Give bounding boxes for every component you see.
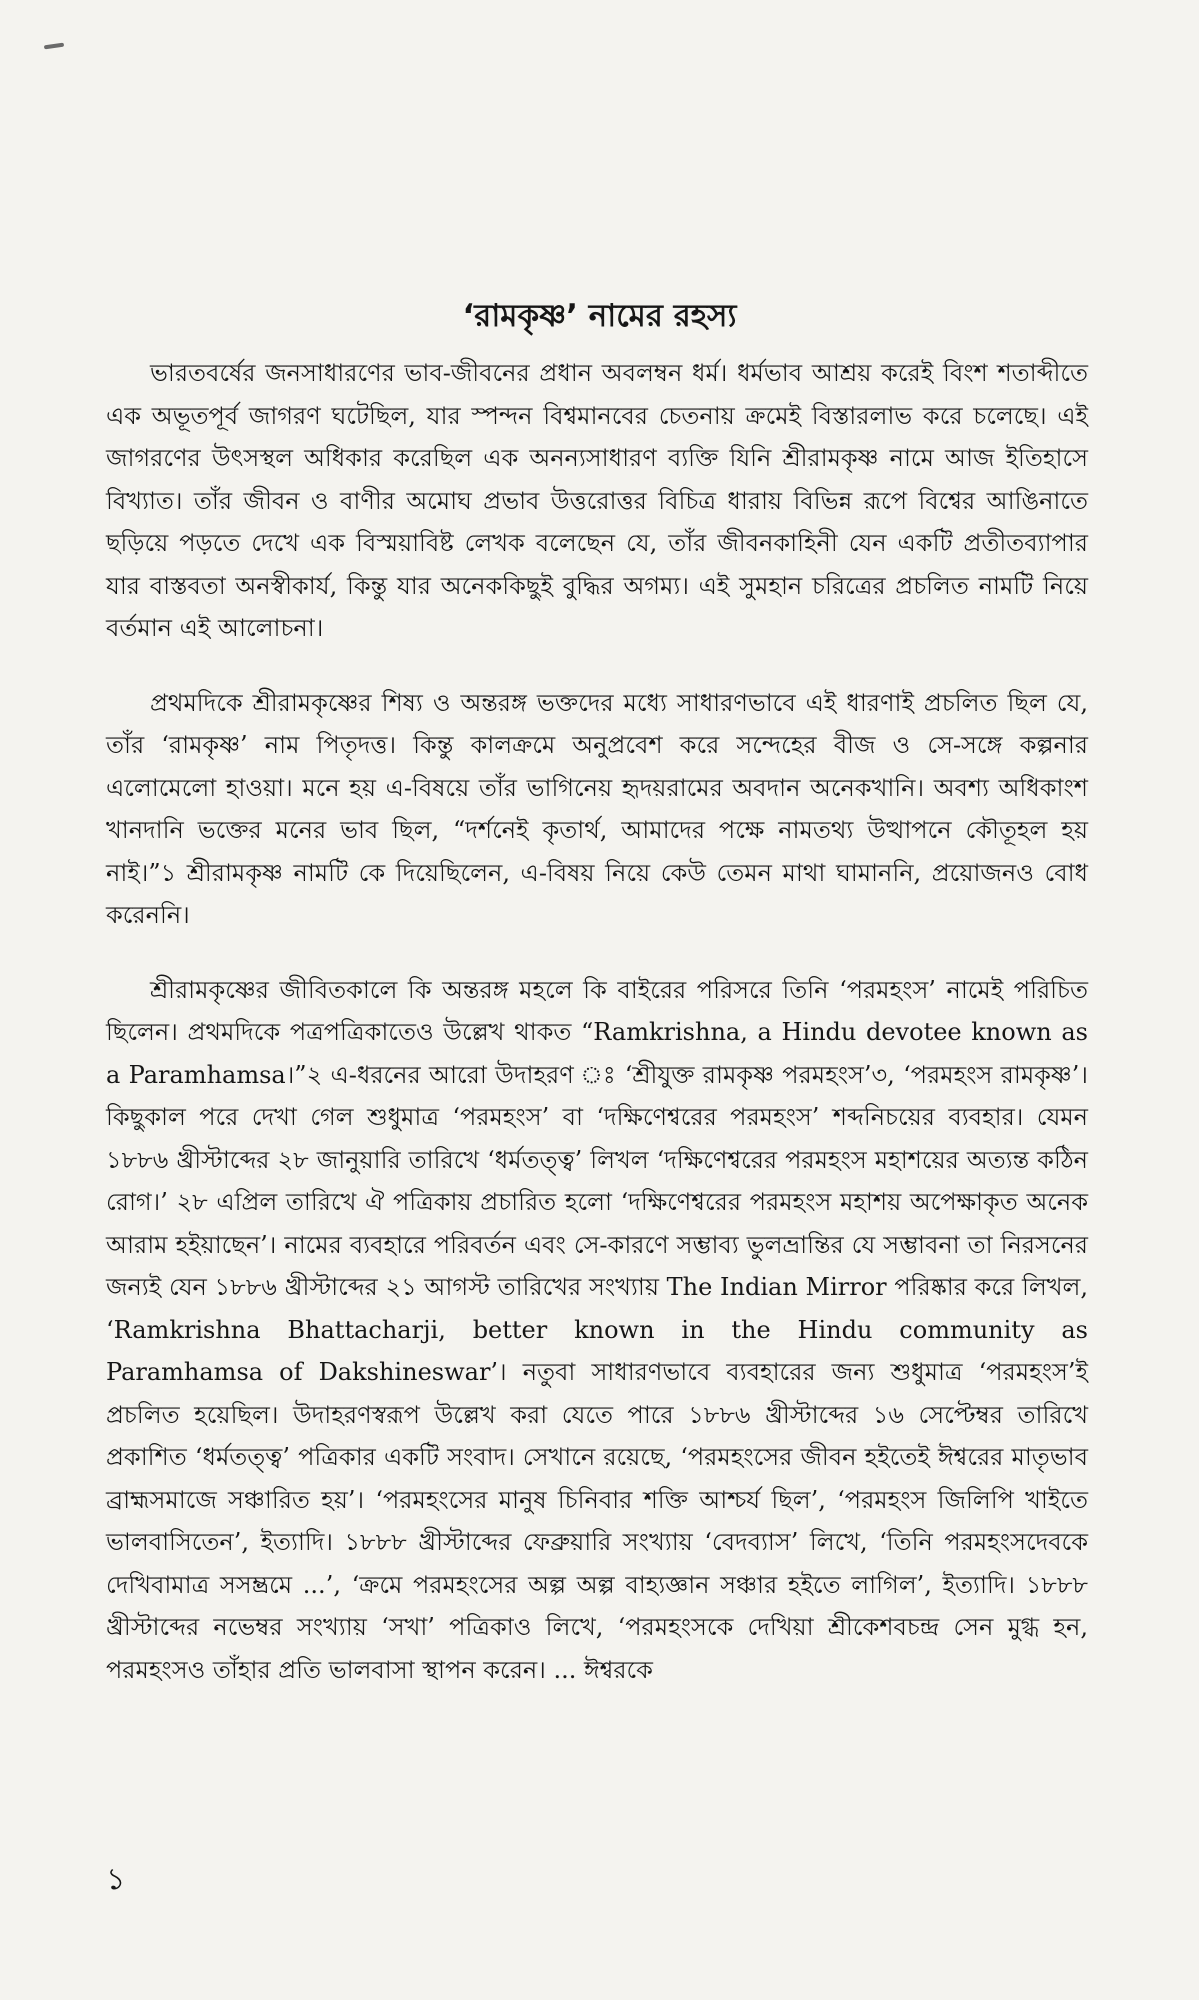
page-body [106, 352, 1088, 1723]
paragraph-3: শ্রীরামকৃষ্ণের জীবিতকালে কি অন্তরঙ্গ মহলে কি বাইরের পরিসরে তিনি ‘পরমহংস’ নামেই পরিচিত ছিলেন। প্রথমদিকে পত্রপত্রিকাতেও উল্লেখ থাকত “Ramkrishna, a Hindu devotee known as a Paramhamsa।”২ এ-ধরনের আরো উদাহরণ ঃ ‘শ্রীযুক্ত রামকৃষ্ণ পরমহংস’৩, ‘পরমহংস রামকৃষ্ণ’। কিছুকাল পরে দেখা গেল শুধুমাত্র ‘পরমহংস’ বা ‘দক্ষিণেশ্বরের পরমহংস’ শব্দনিচয়ের ব্যবহার। যেমন ১৮৮৬ খ্রীস্টাব্দের ২৮ জানুয়ারি তারিখে ‘ধর্মতত্ত্ব’ লিখল ‘দক্ষিণেশ্বরের পরমহংস মহাশয়ের অত্যন্ত কঠিন রোগ।’ ২৮ এপ্রিল তারিখে ঐ পত্রিকায় প্রচারিত হলো ‘দক্ষিণেশ্বরের পরমহংস মহাশয় অপেক্ষাকৃত অনেক আরাম হইয়াছেন’। নামের ব্যবহারে পরিবর্তন এবং সে-কারণে সম্ভাব্য ভুলভ্রান্তির যে সম্ভাবনা তা নিরসনের জন্যই যেন ১৮৮৬ খ্রীস্টাব্দের ২১ আগস্ট তারিখের সংখ্যায় The Indian Mirror পরিষ্কার করে লিখল, ‘Ramkrishna Bhattacharji, better known in the Hindu community as Paramhamsa of Dakshineswar’। নতুবা সাধারণভাবে ব্যবহারের জন্য শুধুমাত্র ‘পরমহংস’ই প্রচলিত হয়েছিল। উদাহরণস্বরূপ উল্লেখ করা যেতে পারে ১৮৮৬ খ্রীস্টাব্দের ১৬ সেপ্টেম্বর তারিখে প্রকাশিত ‘ধর্মতত্ত্ব’ পত্রিকার একটি সংবাদ। সেখানে রয়েছে, ‘পরমহংসের জীবন হইতেই ঈশ্বরের মাতৃভাব ব্রাহ্মসমাজে সঞ্চারিত হয়’। ‘পরমহংসের মানুষ চিনিবার শক্তি আশ্চর্য ছিল’, ‘পরমহংস জিলিপি খাইতে ভালবাসিতেন’, ইত্যাদি। ১৮৮৮ খ্রীস্টাব্দের ফেব্রুয়ারি সংখ্যায় ‘বেদব্যাস’ লিখে, ‘তিনি পরমহংসদেবকে দেখিবামাত্র সসম্ভ্রমে ...’, ‘ক্রমে পরমহংসের অল্প অল্প বাহ্যজ্ঞান সঞ্চার হইতে লাগিল’, ইত্যাদি। ১৮৮৮ খ্রীস্টাব্দের নভেম্বর সংখ্যায় ‘সখা’ পত্রিকাও লিখে, ‘পরমহংসকে দেখিয়া শ্রীকেশবচন্দ্র সেন মুগ্ধ হন, পরমহংসও তাঁহার প্রতি ভালবাসা স্থাপন করেন। ... ঈশ্বরকে [106, 975, 1088, 1684]
paragraph-1: ভারতবর্ষের জনসাধারণের ভাব-জীবনের প্রধান অবলম্বন ধর্ম। ধর্মভাব আশ্রয় করেই বিংশ শতাব্দীতে এক অভূতপূর্ব জাগরণ ঘটেছিল, যার স্পন্দন বিশ্বমানবের চেতনায় ক্রমেই বিস্তারলাভ করে চলেছে। এই জাগরণের উৎসস্থল অধিকার করেছিল এক অনন্যসাধারণ ব্যক্তি যিনি শ্রীরামকৃষ্ণ নামে আজ ইতিহাসে বিখ্যাত। তাঁর জীবন ও বাণীর অমোঘ প্রভাব উত্তরোত্তর বিচিত্র ধারায় বিভিন্ন রূপে বিশ্বের আঙিনাতে ছড়িয়ে পড়তে দেখে এক বিস্ময়াবিষ্ট লেখক বলেছেন যে, তাঁর জীবনকাহিনী যেন একটি প্রতীতব্যাপার যার বাস্তবতা অনস্বীকার্য, কিন্তু যার অনেককিছুই বুদ্ধির অগম্য। এই সুমহান চরিত্রের প্রচলিত নামটি নিয়ে বর্তমান এই আলোচনা। [106, 359, 1088, 642]
paragraph-2: প্রথমদিকে শ্রীরামকৃষ্ণের শিষ্য ও অন্তরঙ্গ ভক্তদের মধ্যে সাধারণভাবে এই ধারণাই প্রচলিত ছিল যে, তাঁর ‘রামকৃষ্ণ’ নাম পিতৃদত্ত। কিন্তু কালক্রমে অনুপ্রবেশ করে সন্দেহের বীজ ও সে-সঙ্গে কল্পনার এলোমেলো হাওয়া। মনে হয় এ-বিষয়ে তাঁর ভাগিনেয় হৃদয়রামের অবদান অনেকখানি। অবশ্য অধিকাংশ খানদানি ভক্তের মনের ভাব ছিল, “দর্শনেই কৃতার্থ, আমাদের পক্ষে নামতথ্য উত্থাপনে কৌতূহল হয় নাই।”১ শ্রীরামকৃষ্ণ নামটি কে দিয়েছিলেন, এ-বিষয় নিয়ে কেউ তেমন মাথা ঘামাননি, প্রয়োজনও বোধ করেননি। [106, 688, 1088, 929]
page-number: ১ [106, 1862, 126, 1897]
chapter-title: ‘রামকৃষ্ণ’ নামের রহস্য [462, 298, 737, 334]
page-corner-mark [44, 43, 64, 50]
